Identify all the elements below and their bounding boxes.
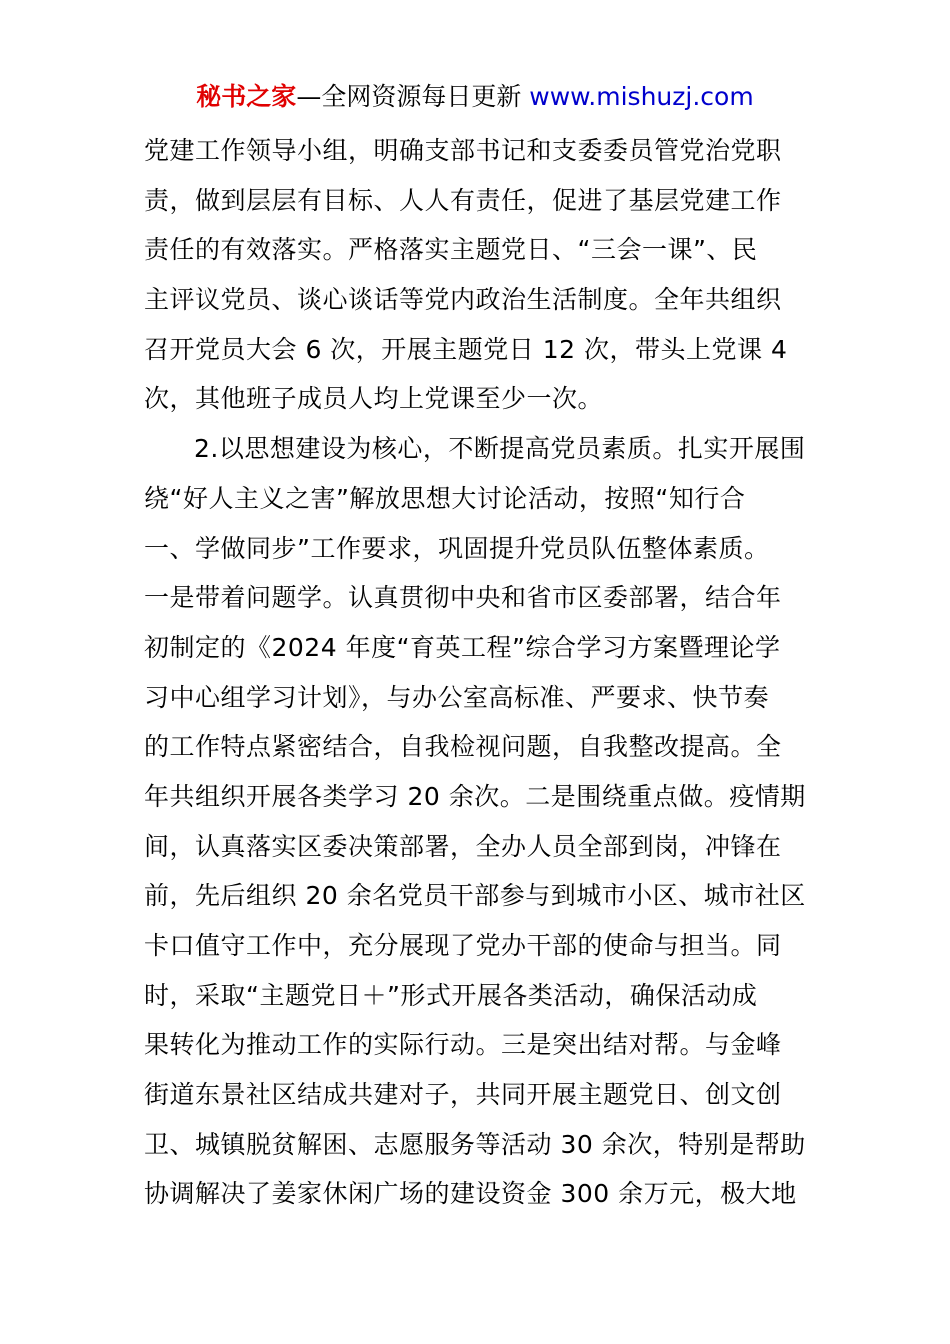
text-line: 协调解决了姜家休闲广场的建设资金 300 余万元，极大地 — [144, 1179, 797, 1209]
text-line: 一是带着问题学。认真贯彻中央和省市区委部署，结合年 — [144, 583, 782, 613]
text-line: 初制定的《2024 年度“育英工程”综合学习方案暨理论学 — [144, 632, 781, 662]
text-line: 主评议党员、谈心谈话等党内政治生活制度。全年共组织 — [144, 285, 782, 315]
text-line: 前，先后组织 20 余名党员干部参与到城市小区、城市社区 — [144, 881, 806, 911]
header-tagline: —全网资源每日更新 — [296, 82, 530, 111]
text-line: 召开党员大会 6 次，开展主题党日 12 次，带头上党课 4 — [144, 334, 788, 364]
text-line: 一、学做同步”工作要求，巩固提升党员队伍整体素质。 — [144, 533, 770, 563]
header-site-url[interactable]: www.mishuzj.com — [529, 82, 754, 111]
text-line: 绕“好人主义之害”解放思想大讨论活动，按照“知行合 — [144, 483, 746, 513]
text-line: 卫、城镇脱贫解困、志愿服务等活动 30 余次，特别是帮助 — [144, 1129, 806, 1159]
text-line: 街道东景社区结成共建对子，共同开展主题党日、创文创 — [144, 1080, 782, 1110]
text-line: 年共组织开展各类学习 20 余次。二是围绕重点做。疫情期 — [144, 781, 806, 811]
text-line: 时，采取“主题党日＋”形式开展各类活动，确保活动成 — [144, 980, 758, 1010]
paragraph-start-line: 2.以思想建设为核心，不断提高党员素质。扎实开展围 — [194, 434, 806, 464]
header-brand: 秘书之家 — [196, 82, 297, 111]
text-line: 次，其他班子成员人均上党课至少一次。 — [144, 384, 604, 414]
text-line: 习中心组学习计划》，与办公室高标准、严要求、快节奏 — [144, 682, 770, 712]
text-line: 卡口值守工作中，充分展现了党办干部的使命与担当。同 — [144, 931, 782, 960]
text-line: 责任的有效落实。严格落实主题党日、“三会一课”、民 — [144, 235, 758, 265]
text-line: 责，做到层层有目标、人人有责任，促进了基层党建工作 — [144, 185, 782, 215]
text-line: 的工作特点紧密结合，自我检视问题，自我整改提高。全 — [144, 732, 782, 762]
text-line: 间，认真落实区委决策部署，全办人员全部到岗，冲锋在 — [144, 831, 782, 861]
text-line: 果转化为推动工作的实际行动。三是突出结对帮。与金峰 — [144, 1030, 782, 1060]
document-body — [144, 126, 824, 1219]
page-header — [0, 80, 950, 114]
text-line: 党建工作领导小组，明确支部书记和支委委员管党治党职 — [144, 136, 782, 165]
